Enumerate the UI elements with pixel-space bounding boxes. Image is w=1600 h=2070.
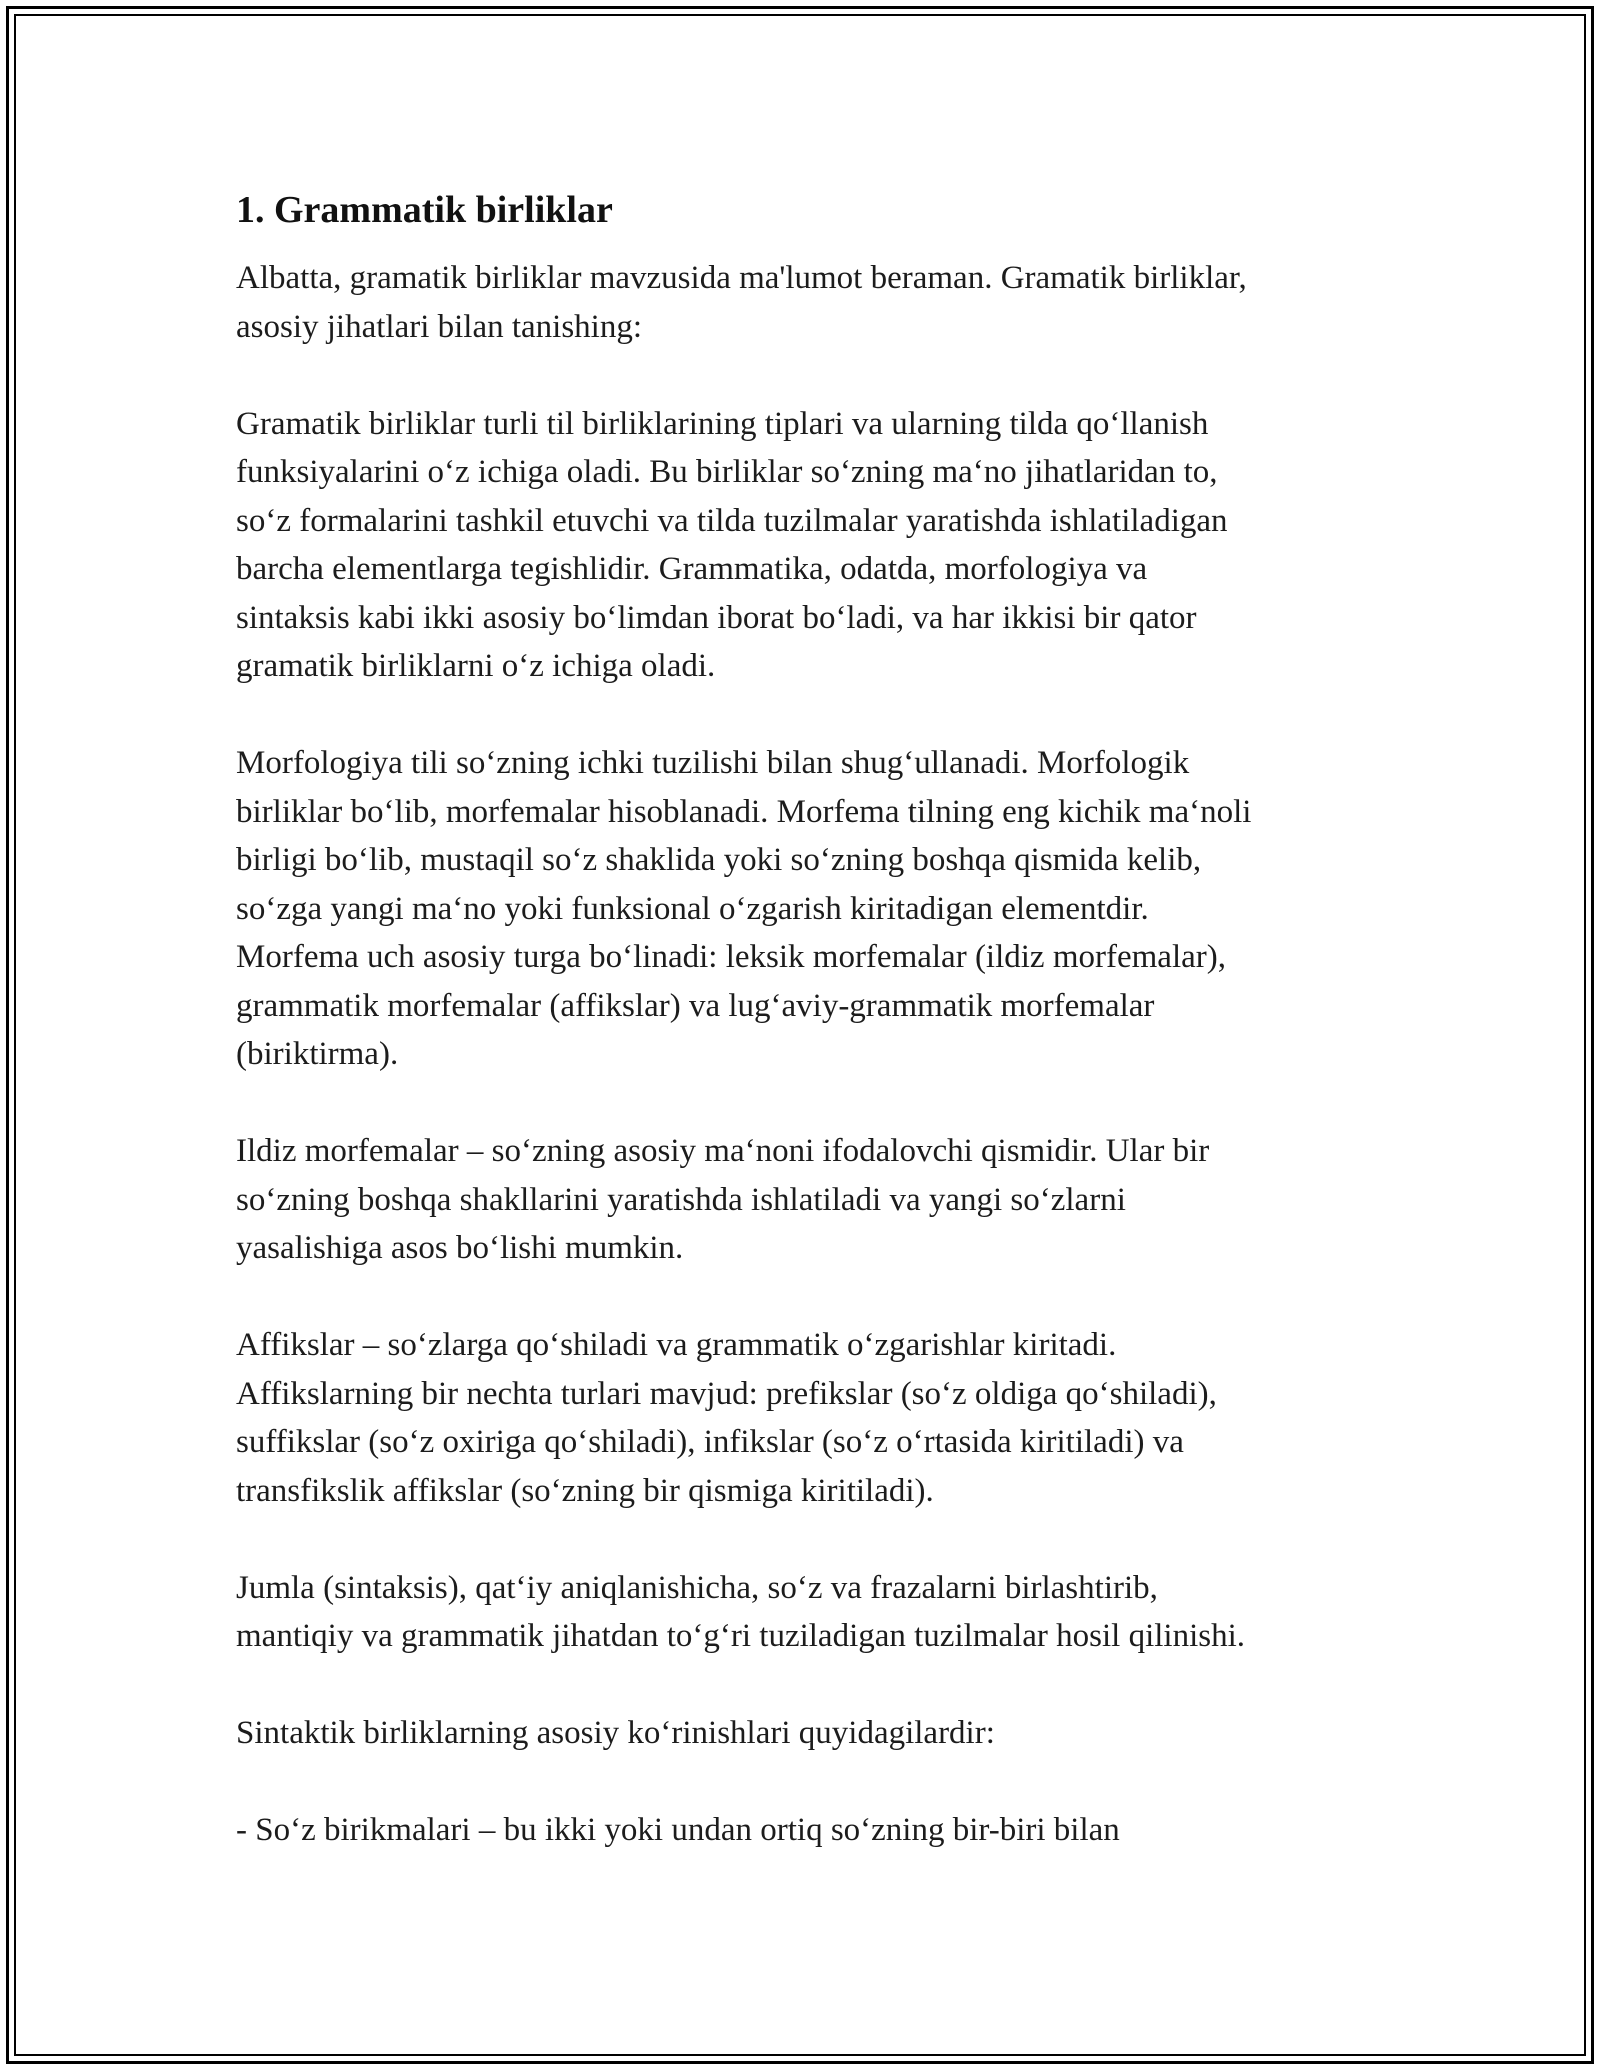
paragraph-root-morphemes: Ildiz morfemalar – so‘zning asosiy ma‘noni ifodalovchi qismidir. Ular bir so‘zning boshqa shakllarini yaratishda ishlatiladi va yangi so‘zlarni yasalishiga asos bo‘lishi mumkin. <box>236 1133 1210 1266</box>
paragraph-syntax: Jumla (sintaksis), qat‘iy aniqlanishicha, so‘z va frazalarni birlashtirib, mantiqiy va grammatik jihatdan to‘g‘ri tuziladigan tuzilmalar hosil qilinishi. <box>236 1569 1246 1654</box>
paragraph-morphology: Morfologiya tili so‘zning ichki tuzilishi bilan shug‘ullanadi. Morfologik birliklar bo‘lib, morfemalar hisoblanadi. Morfema tilning eng kichik ma‘noli birligi bo‘lib, mustaqil so‘z shaklida yoki so‘zning boshqa qismida kelib, so‘zga yangi ma‘no yoki funksional o‘zgarish kiritadigan elementdir. Morfema uch asosiy turga bo‘linadi: leksik morfemalar (ildiz morfemalar), grammatik morfemalar (affikslar) va lug‘aviy-grammatik morfemalar (biriktirma). <box>236 745 1252 1072</box>
list-item-word-combinations: - So‘z birikmalari – bu ikki yoki undan ortiq so‘zning bir-biri bilan <box>236 1812 1120 1848</box>
document-body <box>236 184 1376 1903</box>
paragraph-grammatical-units: Gramatik birliklar turli til birliklarining tiplari va ularning tilda qo‘llanish funksiyalarini o‘z ichiga oladi. Bu birliklar so‘zning ma‘no jihatlaridan to, so‘z formalarini tashkil etuvchi va tilda tuzilmalar yaratishda ishlatiladigan barcha elementlarga tegishlidir. Grammatika, odatda, morfologiya va sintaksis kabi ikki asosiy bo‘limdan iborat bo‘ladi, va har ikkisi bir qator gramatik birliklarni o‘z ichiga oladi. <box>236 405 1228 684</box>
paragraph-affixes: Affikslar – so‘zlarga qo‘shiladi va grammatik o‘zgarishlar kiritadi. Affikslarning bir nechta turlari mavjud: prefikslar (so‘z oldiga qo‘shiladi), suffikslar (so‘z oxiriga qo‘shiladi), infikslar (so‘z o‘rtasida kiritiladi) va transfikslik affikslar (so‘zning bir qismiga kiritiladi). <box>236 1327 1217 1509</box>
section-heading: 1. Grammatik birliklar <box>236 189 613 231</box>
paragraph-intro: Albatta, gramatik birliklar mavzusida ma'lumot beraman. Gramatik birliklar, asosiy jihatlari bilan tanishing: <box>236 260 1247 345</box>
paragraph-syntactic-units: Sintaktik birliklarning asosiy ko‘rinishlari quyidagilardir: <box>236 1715 995 1751</box>
